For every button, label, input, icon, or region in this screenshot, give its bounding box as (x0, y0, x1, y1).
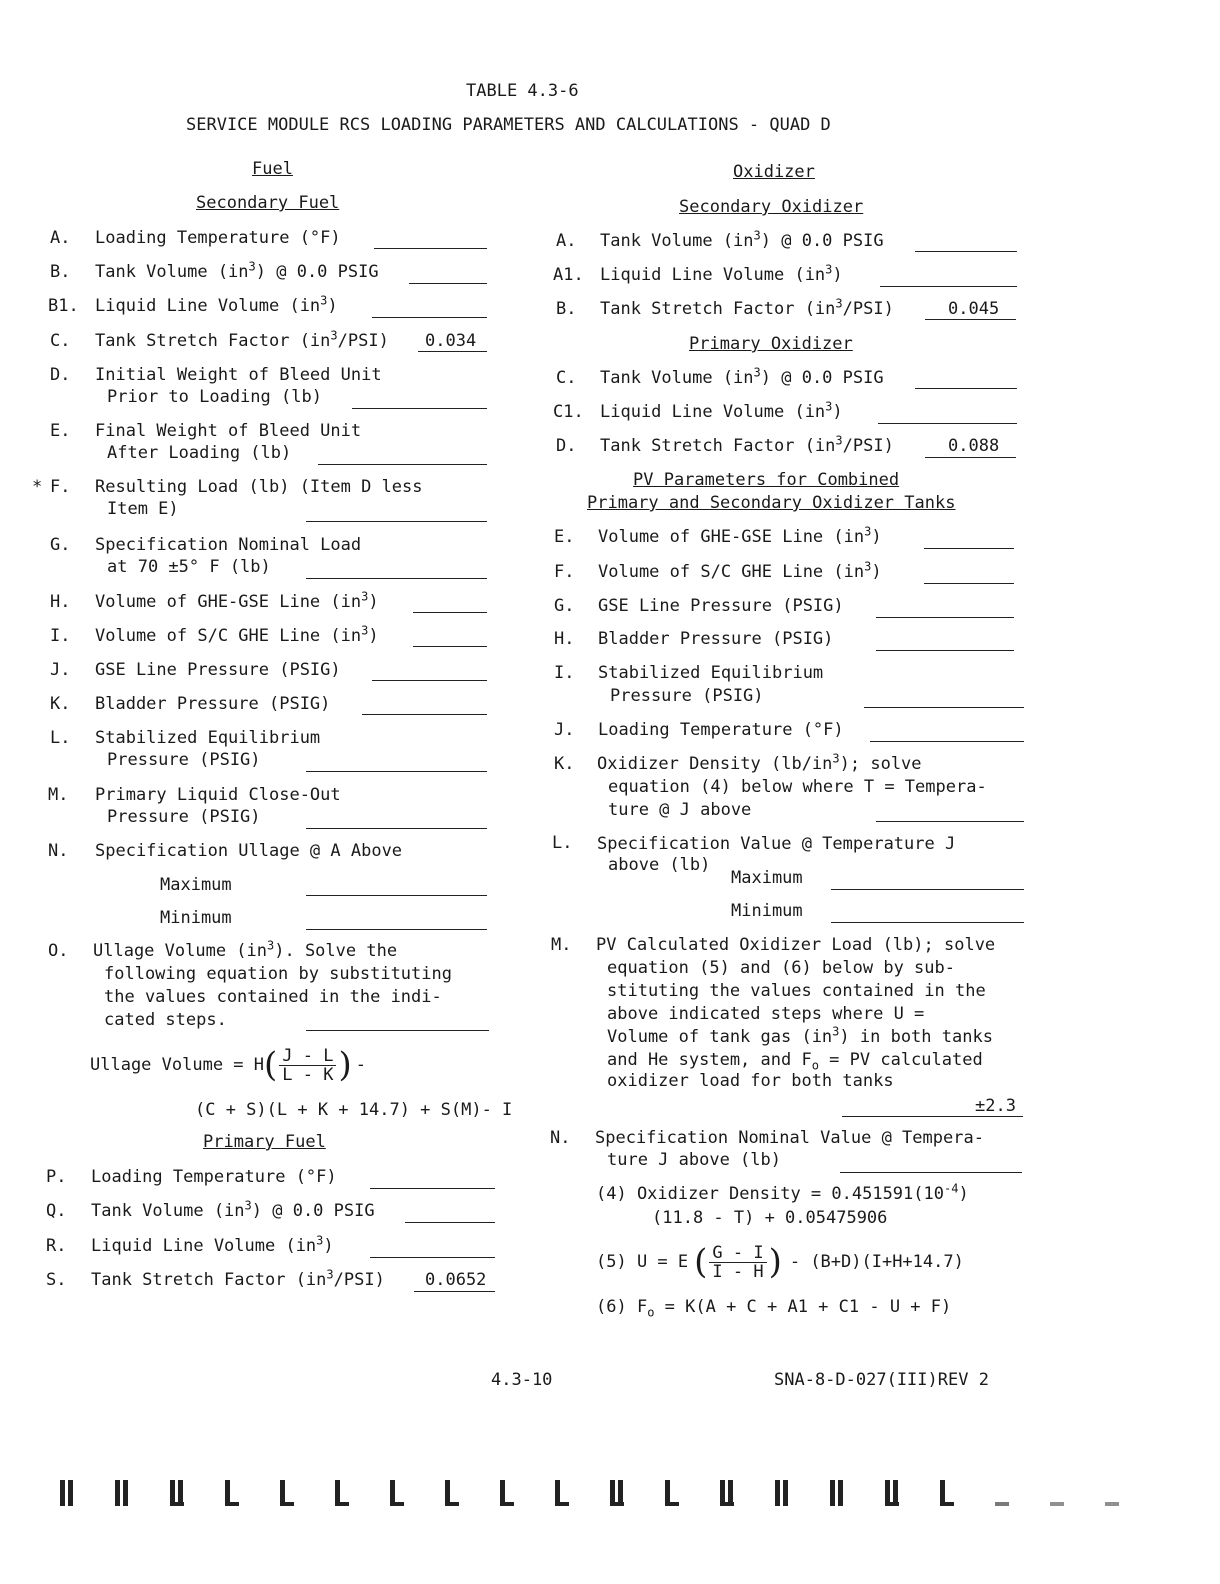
ox-item-a-blank (915, 251, 1017, 252)
ox-item-k-line3: ture @ J above (608, 800, 752, 820)
ox-item-k-blank (876, 821, 1024, 822)
fuel-item-l-letter: L. (50, 728, 71, 748)
fuel-item-o-letter: O. (48, 941, 69, 961)
ox-item-d-letter: D. (556, 436, 577, 456)
fuel-item-l-line1: Stabilized Equilibrium (95, 728, 321, 748)
fuel-item-b-blank (409, 283, 487, 284)
fuel-item-q-blank (405, 1222, 495, 1223)
registration-mark (608, 1478, 626, 1508)
fuel-item-b1-label: Liquid Line Volume $(in^3)$ (95, 293, 338, 316)
ox-item-e-letter: E. (554, 527, 575, 547)
ullage-equation: Ullage Volume = H ( $\frac{J - L}{L - K}$ ) - (90, 1045, 366, 1085)
fuel-item-l-line2: Pressure (PSIG) (107, 750, 261, 770)
registration-mark (718, 1478, 736, 1508)
ullage-equation-line2: (C + S)(L + K + 14.7) + S(M)- I (195, 1100, 513, 1120)
fuel-item-h-letter: H. (50, 592, 71, 612)
ullage-fraction: $\frac{J - L}{L - K}$ (279, 1047, 336, 1084)
ox-item-m-tolerance: ±2.3 (975, 1096, 1016, 1116)
fuel-item-f-line1: Resulting Load (lb) (Item D less (95, 477, 423, 497)
ox-item-j-letter: J. (554, 720, 575, 740)
ox-item-f-letter: F. (554, 562, 575, 582)
registration-mark (883, 1478, 901, 1508)
fuel-item-k-label: Bladder Pressure (PSIG) (95, 694, 331, 714)
fuel-item-m-line2: Pressure (PSIG) (107, 807, 261, 827)
fuel-item-c-letter: C. (50, 331, 71, 351)
ox-item-k-line2: equation (4) below where T = Tempera- (608, 777, 987, 797)
fuel-item-k-blank (362, 714, 487, 715)
fuel-item-n-letter: N. (48, 841, 69, 861)
fuel-item-i-blank (413, 646, 487, 647)
ox-item-m-line3: stituting the values contained in the (607, 981, 986, 1001)
fuel-item-r-label: Liquid Line Volume $(in^3)$ (91, 1233, 334, 1256)
fuel-item-o-line3: the values contained in the indi- (104, 987, 442, 1007)
ox-item-k-line1: Oxidizer Density $(lb/in^3)$; solve (597, 751, 922, 774)
ox-item-h-letter: H. (554, 629, 575, 649)
ox-item-n-line1: Specification Nominal Value @ Tempera- (595, 1128, 984, 1148)
fuel-item-g-line2: at 70 ±5° F (lb) (107, 557, 271, 577)
fuel-item-b1-blank (372, 317, 487, 318)
fuel-item-f-star: * (32, 477, 43, 497)
ox-item-j-label: Loading Temperature (°F) (598, 720, 844, 740)
fuel-item-e-letter: E. (50, 421, 71, 441)
fuel-item-s-letter: S. (46, 1270, 67, 1290)
fuel-item-d-line1: Initial Weight of Bleed Unit (95, 365, 382, 385)
fuel-item-i-label: Volume of S/C GHE Line $(in^3)$ (95, 623, 379, 646)
fuel-item-g-letter: G. (50, 535, 71, 555)
fuel-item-n-min-blank (306, 929, 487, 930)
fuel-item-o-line2: following equation by substituting (104, 964, 452, 984)
fuel-item-f-letter: F. (50, 477, 71, 497)
fuel-item-d-blank (352, 408, 487, 409)
fuel-item-i-letter: I. (50, 626, 71, 646)
registration-mark (443, 1478, 461, 1508)
fuel-item-n-label: Specification Ullage @ A Above (95, 841, 403, 861)
fuel-item-p-blank (370, 1188, 495, 1189)
ox-item-h-blank (876, 650, 1014, 651)
fuel-item-b-label: Tank Volume $(in^3)$ @ 0.0 PSIG (95, 259, 379, 282)
fuel-item-g-line1: Specification Nominal Load (95, 535, 362, 555)
ox-item-d-label: Tank Stretch Factor $(in^3/PSI)$ (600, 433, 894, 456)
fuel-item-o-blank (306, 1030, 489, 1031)
ox-item-a-letter: A. (556, 231, 577, 251)
ox-item-c-label: Tank Volume $(in^3)$ @ 0.0 PSIG (600, 365, 884, 388)
ox-item-b-value: 0.045 (948, 299, 1000, 319)
ox-item-m-letter: M. (551, 935, 572, 955)
fuel-item-j-letter: J. (50, 660, 71, 680)
table-title: SERVICE MODULE RCS LOADING PARAMETERS AND CALCULATIONS - QUAD D (186, 115, 831, 135)
equation-6: (6) $F_o = K(A + C + A1 + C1 - U + F)$ (596, 1297, 952, 1320)
ox-item-m-line7: oxidizer load for both tanks (607, 1071, 894, 1091)
ox-item-c1-label: Liquid Line Volume $(in^3)$ (600, 399, 843, 422)
fuel-item-n-max-label: Maximum (160, 875, 232, 895)
fuel-item-r-blank (370, 1257, 495, 1258)
fuel-item-e-line1: Final Weight of Bleed Unit (95, 421, 362, 441)
page-number: 4.3-10 (491, 1370, 553, 1390)
ox-item-b-label: Tank Stretch Factor $(in^3/PSI)$ (600, 296, 894, 319)
ox-item-d-blank (925, 457, 1016, 458)
oxidizer-heading: Oxidizer (733, 162, 815, 182)
registration-mark (938, 1478, 956, 1508)
ox-item-b-blank (925, 319, 1016, 320)
fuel-item-g-blank (306, 578, 487, 579)
registration-mark (1103, 1478, 1121, 1508)
registration-mark (828, 1478, 846, 1508)
secondary-fuel-heading: Secondary Fuel (196, 193, 340, 213)
ox-item-f-label: Volume of S/C GHE Line $(in^3)$ (598, 559, 882, 582)
equation-4-line1: (4) Oxidizer Density = $0.451591(10^{-4})$ (596, 1181, 969, 1204)
fuel-item-l-blank (306, 771, 487, 772)
ox-item-l-letter: L. (552, 833, 573, 853)
secondary-oxidizer-heading: Secondary Oxidizer (679, 197, 864, 217)
ox-item-a1-blank (880, 286, 1017, 287)
document-id: SNA-8-D-027(III)REV 2 (774, 1370, 989, 1390)
primary-fuel-heading: Primary Fuel (203, 1132, 326, 1152)
registration-mark (553, 1478, 571, 1508)
fuel-item-b1-letter: B1. (48, 296, 79, 316)
ox-item-i-line2: Pressure (PSIG) (610, 686, 764, 706)
fuel-item-c-value: 0.034 (425, 331, 477, 351)
ox-item-c1-blank (878, 423, 1017, 424)
ox-item-i-letter: I. (554, 663, 575, 683)
equation-5: (5) U = E ( $\frac{G - I}{I - H}$ ) - (B+D)(I+H+14.7) (596, 1242, 964, 1282)
fuel-item-s-value: 0.0652 (425, 1270, 487, 1290)
fuel-item-p-label: Loading Temperature (°F) (91, 1167, 337, 1187)
fuel-item-q-label: Tank Volume $(in^3)$ @ 0.0 PSIG (91, 1198, 375, 1221)
ox-item-l-min-label: Minimum (731, 901, 803, 921)
fuel-item-h-label: Volume of GHE-GSE Line $(in^3)$ (95, 589, 379, 612)
registration-mark (1048, 1478, 1066, 1508)
registration-mark (993, 1478, 1011, 1508)
fuel-item-p-letter: P. (46, 1167, 67, 1187)
primary-oxidizer-heading: Primary Oxidizer (689, 334, 853, 354)
fuel-item-a-label: Loading Temperature (°F) (95, 228, 341, 248)
fuel-item-f-blank (306, 521, 487, 522)
ox-item-m-line5: Volume of tank gas $(in^3)$ in both tanks (607, 1024, 993, 1047)
ox-item-b-letter: B. (556, 299, 577, 319)
registration-mark (168, 1478, 186, 1508)
equation-4-line2: (11.8 - T) + 0.05475906 (652, 1208, 888, 1228)
fuel-item-r-letter: R. (46, 1236, 67, 1256)
registration-mark (773, 1478, 791, 1508)
ox-item-l-min-blank (831, 922, 1024, 923)
fuel-item-e-blank (318, 464, 487, 465)
fuel-item-c-label: Tank Stretch Factor $(in^3/PSI)$ (95, 328, 389, 351)
ox-item-i-blank (864, 707, 1024, 708)
registration-mark (388, 1478, 406, 1508)
ox-item-i-line1: Stabilized Equilibrium (598, 663, 824, 683)
fuel-item-o-line4: cated steps. (104, 1010, 227, 1030)
fuel-item-a-letter: A. (50, 228, 71, 248)
fuel-item-h-blank (413, 612, 487, 613)
ox-item-h-label: Bladder Pressure (PSIG) (598, 629, 834, 649)
registration-mark (278, 1478, 296, 1508)
fuel-item-j-blank (372, 680, 487, 681)
fuel-item-q-letter: Q. (46, 1201, 67, 1221)
fuel-item-d-letter: D. (50, 365, 71, 385)
fuel-item-m-letter: M. (48, 785, 69, 805)
ox-item-m-line2: equation (5) and (6) below by sub- (607, 958, 955, 978)
ox-item-n-letter: N. (550, 1128, 571, 1148)
fuel-item-m-line1: Primary Liquid Close-Out (95, 785, 341, 805)
ox-item-j-blank (870, 741, 1024, 742)
fuel-item-a-blank (374, 248, 487, 249)
ox-item-n-line2: ture J above (lb) (607, 1150, 781, 1170)
registration-mark (333, 1478, 351, 1508)
pv-heading-1: PV Parameters for Combined (633, 470, 900, 490)
ox-item-k-letter: K. (554, 754, 575, 774)
ox-item-f-blank (924, 583, 1014, 584)
fuel-item-d-line2: Prior to Loading (lb) (107, 387, 322, 407)
ox-item-l-max-blank (831, 889, 1024, 890)
fuel-item-f-line2: Item E) (107, 499, 179, 519)
fuel-item-m-blank (306, 828, 487, 829)
fuel-item-s-blank (414, 1291, 495, 1292)
fuel-item-s-label: Tank Stretch Factor $(in^3/PSI)$ (91, 1267, 385, 1290)
ox-item-m-line1: PV Calculated Oxidizer Load (lb); solve (596, 935, 996, 955)
fuel-item-j-label: GSE Line Pressure (PSIG) (95, 660, 341, 680)
fuel-item-k-letter: K. (50, 694, 71, 714)
fuel-item-e-line2: After Loading (lb) (107, 443, 292, 463)
fuel-item-c-blank (418, 351, 487, 352)
registration-mark (223, 1478, 241, 1508)
ox-item-a1-label: Liquid Line Volume $(in^3)$ (600, 262, 843, 285)
ox-item-g-label: GSE Line Pressure (PSIG) (598, 596, 844, 616)
ox-item-c1-letter: C1. (553, 402, 584, 422)
ox-item-a1-letter: A1. (553, 265, 584, 285)
scan-registration-marks (50, 1478, 1160, 1528)
registration-mark (663, 1478, 681, 1508)
ox-item-m-line6: and He system, and $F_o$ = PV calculated (607, 1050, 983, 1073)
fuel-item-o-line1: Ullage Volume $(in^3)$. Solve the (93, 938, 398, 961)
ox-item-e-blank (924, 548, 1014, 549)
table-number: TABLE 4.3-6 (466, 81, 579, 101)
ox-item-g-letter: G. (554, 596, 575, 616)
ox-item-m-blank (842, 1116, 1023, 1117)
registration-mark (498, 1478, 516, 1508)
fuel-heading: Fuel (252, 159, 293, 179)
registration-mark (113, 1478, 131, 1508)
ox-item-c-letter: C. (556, 368, 577, 388)
ox-item-l-max-label: Maximum (731, 868, 803, 888)
fuel-item-n-max-blank (306, 895, 487, 896)
fuel-item-b-letter: B. (50, 262, 71, 282)
ox-item-d-value: 0.088 (948, 436, 1000, 456)
ox-item-l-line1: Specification Value @ Temperature J (597, 834, 956, 854)
equation-5-fraction: $\frac{G - I}{I - H}$ (709, 1244, 766, 1281)
ox-item-g-blank (876, 617, 1014, 618)
ox-item-c-blank (915, 388, 1017, 389)
registration-mark (58, 1478, 76, 1508)
pv-heading-2: Primary and Secondary Oxidizer Tanks (587, 493, 956, 513)
ox-item-n-blank (840, 1172, 1022, 1173)
ox-item-e-label: Volume of GHE-GSE Line $(in^3)$ (598, 524, 882, 547)
ox-item-a-label: Tank Volume $(in^3)$ @ 0.0 PSIG (600, 228, 884, 251)
ox-item-m-line4: above indicated steps where U = (607, 1004, 925, 1024)
fuel-item-n-min-label: Minimum (160, 908, 232, 928)
ox-item-l-line2: above (lb) (608, 855, 711, 875)
